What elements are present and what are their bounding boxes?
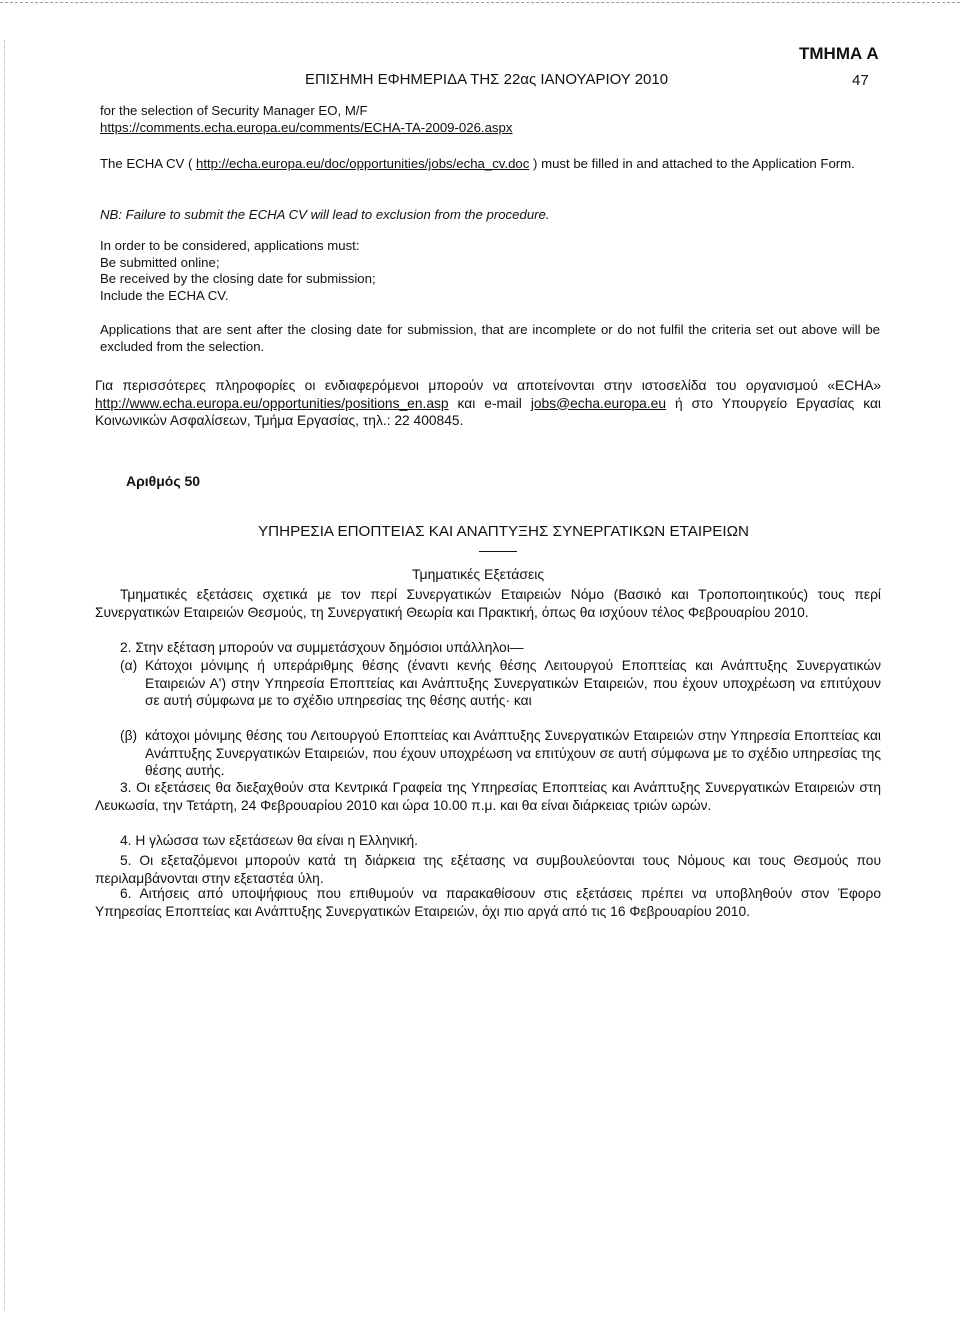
info-tail: ή στο Υπουργείο Εργασίας και Κοινωνικών Ασφαλίσεων, Τμήμα Εργασίας, τηλ.: 22 400845. (95, 395, 881, 428)
exclusion-paragraph: Applications that are sent after the closing date for submission, that are incomplete or do not fulfil the criteria set out above will be excluded from the selection. (100, 322, 880, 354)
selection-line: for the selection of Security Manager EO, M/F (100, 103, 368, 118)
scan-top-border (0, 2, 960, 3)
paragraph-2: 2. Στην εξέταση μπορούν να συμμετάσχουν δημόσιοι υπάλληλοι— (120, 640, 524, 655)
info-paragraph (95, 377, 881, 430)
notice-number: Αριθμός 50 (126, 473, 201, 489)
running-title: ΕΠΙΣΗΜΗ ΕΦΗΜΕΡΙΔΑ ΤΗΣ 22ας ΙΑΝΟΥΑΡΙΟΥ 2010 (305, 71, 669, 88)
condition-item: Include the ECHA CV. (100, 287, 229, 303)
title-rule (479, 551, 517, 552)
conditions-block (100, 238, 880, 304)
info-text: Για περισσότερες πληροφορίες οι ενδιαφερόμενοι μπορούν να αποτείνονται στην ιστοσελίδα του οργανισμού «ECHA» (95, 378, 881, 393)
item-a (95, 657, 881, 710)
email-link[interactable]: jobs@echa.europa.eu (530, 395, 667, 411)
intro-paragraph: Τμηματικές εξετάσεις σχετικά με τον περί Συνεργατικών Εταιρειών Νόμο (Βασικό και Τροποποιητικούς) τους περί Συνεργατικών Εταιρειών Θεσμούς, τη Συνεργατική Θεωρία και Πρακτική, όπως θα ισχύουν τέλος Φεβρουαρίου 2010. (95, 587, 881, 620)
item-b-text: κάτοχοι μόνιμης θέσης του Λειτουργού Εποπτείας και Ανάπτυξης Συνεργατικών Εταιρειών στην Υπηρεσία Εποπτείας και Ανάπτυξης Συνεργατικών Εταιρειών, που έχουν υποχρέωση να επιτύχουν σε αυτή σύμφωνα με το σχέδιο υπηρεσίας της θέσης αυτής. (145, 728, 881, 778)
item-b-label: (β) (120, 728, 138, 743)
paragraph-6: 6. Αιτήσεις από υποψήφιους που επιθυμούν να παρακαθίσουν στις εξετάσεις πρέπει να υποβληθούν στον Έφορο Υπηρεσίας Εποπτείας και Ανάπτυξης Συνεργατικών Εταιρειών, όχι πιο αργά από τις 16 Φεβρουαρίου 2010. (95, 886, 881, 919)
item-b (95, 727, 881, 780)
selection-block (100, 103, 880, 136)
cv-link[interactable]: http://echa.europa.eu/doc/opportunities/jobs/echa_cv.doc (196, 156, 530, 171)
comments-link[interactable]: https://comments.echa.europa.eu/comments/ECHA-TA-2009-026.aspx (100, 119, 513, 135)
condition-item: Be received by the closing date for submission; (100, 271, 376, 286)
cv-paragraph (100, 156, 880, 173)
service-title: ΥΠΗΡΕΣΙΑ ΕΠΟΠΤΕΙΑΣ ΚΑΙ ΑΝΑΠΤΥΞΗΣ ΣΥΝΕΡΓΑΤΙΚΩΝ ΕΤΑΙΡΕΙΩΝ (258, 523, 749, 540)
nb-note: NB: Failure to submit the ECHA CV will lead to exclusion from the procedure. (100, 207, 550, 222)
page-number: 47 (852, 72, 869, 89)
cv-suffix: ) must be filled in and attached to the Application Form. (529, 156, 855, 171)
item-a-text: Κάτοχοι μόνιμης ή υπεράριθμης θέσης (έναντι κενής θέσης Λειτουργού Εποπτείας και Ανάπτυξης Συνεργατικών Εταιρειών Α') στην Υπηρεσία Εποπτείας και Ανάπτυξης Συνεργατικών Εταιρειών, που έχουν υποχρέωση να επιτύχουν σε αυτή σύμφωνα με το σχέδιο υπηρεσίας της θέσης αυτής· και (145, 658, 881, 708)
condition-item: Be submitted online; (100, 254, 220, 270)
info-mid: και e-mail (448, 395, 531, 411)
scan-left-edge (4, 40, 5, 1310)
positions-link[interactable]: http://www.echa.europa.eu/opportunities/positions_en.asp (95, 395, 449, 411)
conditions-intro: In order to be considered, applications must: (100, 238, 360, 253)
paragraph-5: 5. Οι εξεταζόμενοι μπορούν κατά τη διάρκεια της εξέτασης να συμβουλεύονται τους Νόμους και τους Θεσμούς που περιλαμβάνονται στην εξεταστέα ύλη. (95, 853, 881, 886)
notice-subtitle: Τμηματικές Εξετάσεις (412, 566, 545, 582)
paragraph-4: 4. Η γλώσσα των εξετάσεων θα είναι η Ελληνική. (120, 833, 418, 848)
cv-prefix: The ECHA CV ( (100, 156, 197, 171)
item-a-label: (α) (120, 658, 138, 673)
paragraph-3: 3. Οι εξετάσεις θα διεξαχθούν στα Κεντρικά Γραφεία της Υπηρεσίας Εποπτείας και Ανάπτυξης Συνεργατικών Εταιρειών στη Λευκωσία, την Τετάρτη, 24 Φεβρουαρίου 2010 και ώρα 10.00 π.μ. και θα είναι διάρκειας τριών ωρών. (95, 780, 881, 813)
section-label: ΤΜΗΜΑ Α (799, 44, 879, 63)
